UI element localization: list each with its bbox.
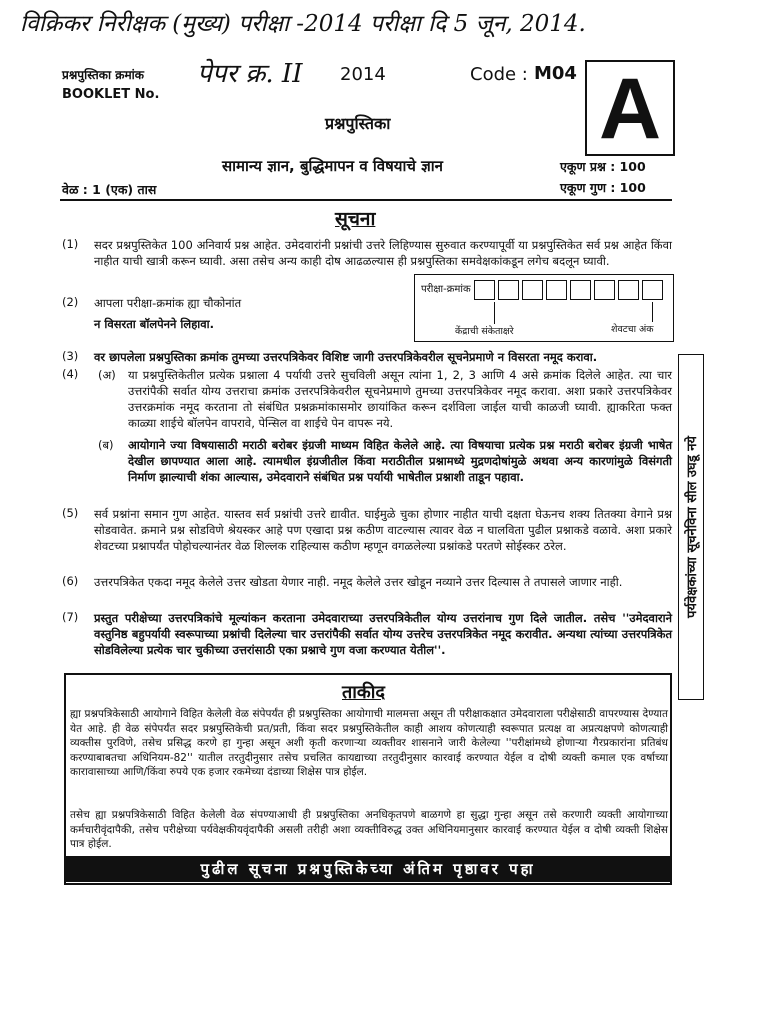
next-instructions-banner: पुढील सूचना प्रश्नपुस्तिकेच्या अंतिम पृष्ठावर पहा — [64, 856, 672, 882]
warning-heading: ताकीद — [342, 682, 385, 703]
exam-duration: वेळ : 1 (एक) तास — [62, 182, 157, 197]
roll-number-cell[interactable] — [522, 280, 543, 300]
roll-number-cell[interactable] — [642, 280, 663, 300]
instruction-number: (5) — [62, 506, 79, 520]
instruction-number: (2) — [62, 295, 79, 309]
series-box — [585, 60, 675, 156]
center-code-label: केंद्राची संकेताक्षरे — [455, 326, 514, 337]
instruction-3: वर छापलेला प्रश्नपुस्तिका क्रमांक तुमच्या उत्तरपत्रिकेवर विशिष्ट जागी उत्तरपत्रिकेवरील सूचनेप्रमाणे न विसरता नमूद करावा. — [94, 350, 598, 364]
instruction-2-line2: न विसरता बॉलपेनने लिहावा. — [94, 317, 215, 331]
roll-number-cell[interactable] — [474, 280, 495, 300]
subject-title: सामान्य ज्ञान, बुद्धिमापन व विषयाचे ज्ञान — [222, 157, 443, 175]
code-label: Code : — [470, 64, 528, 85]
instruction-sub-label: (ब) — [98, 438, 114, 452]
booklet-title: प्रश्नपुस्तिका — [325, 114, 391, 133]
header-divider — [60, 199, 672, 201]
instructions-heading: सूचना — [335, 208, 376, 230]
instruction-number: (4) — [62, 367, 79, 381]
last-digit-label: शेवटचा अंक — [611, 324, 654, 335]
instruction-5: सर्व प्रश्नांना समान गुण आहेत. यास्तव सर्व प्रश्नांची उत्तरे द्यावीत. घाईमुळे चुका होणार नाहीत याची दक्षता घेऊनच शक्य तितक्या वेगाने प्रश्न सोडवावेत. क्रमाने प्रश्न सोडविणे श्रेयस्कर आहे पण एखादा प्रश्न कठीण वाटल्यास त्यावर वेळ न घालविता पुढील प्रश्नाकडे वळावे. अशा प्रकारे शेवटच्या प्रश्नापर्यंत पोहोचल्यानंतर वेळ शिल्लक राहिल्यास कठीण म्हणून वगळलेल्या प्रश्नांकडे परतणे सोईस्कर ठरेल. — [94, 507, 672, 553]
total-marks: एकूण गुण : 100 — [560, 180, 646, 195]
roll-number-cell[interactable] — [498, 280, 519, 300]
code-value: M04 — [534, 63, 577, 84]
roll-number-cell[interactable] — [546, 280, 567, 300]
roll-number-cell[interactable] — [570, 280, 591, 300]
instruction-4a: या प्रश्नपुस्तिकेतील प्रत्येक प्रश्नाला 4 पर्यायी उत्तरे सुचविली असून त्यांना 1, 2, 3 आणि 4 असे क्रमांक दिलेले आहेत. त्या चार उत्तरांपैकी सर्वात योग्य उत्तराचा क्रमांक उत्तरपत्रिकेवरील सूचनेप्रमाणे तुमच्या उत्तरपत्रिकेवर नमूद करावा. अशा प्रकारे उत्तरपत्रिकेवर उत्तरक्रमांक नमूद करताना तो संबंधित प्रश्नक्रमांकासमोर छायांकित करून दर्शविला जाईल याची काळजी घ्यावी. ह्याकरिता फक्त काळ्या शाईचे बॉलपेन वापरावे, पेन्सिल वा शाईचे पेन वापरू नये. — [128, 368, 672, 430]
center-code-pointer — [494, 302, 495, 324]
instruction-4b: आयोगाने ज्या विषयासाठी मराठी बरोबर इंग्रजी माध्यम विहित केलेले आहे. त्या विषयाचा प्रत्येक प्रश्न मराठी बरोबर इंग्रजी भाषेत देखील छापण्यात आला आहे. त्यामधील इंग्रजीतील किंवा मराठीतील प्रश्नामध्ये मुद्रणदोषांमुळे अथवा अन्य कारणांमुळे विसंगती निर्माण झाल्याची शंका आल्यास, उमेदवाराने संबंधित प्रश्न पर्यायी भाषेतील प्रश्नाशी ताडून पहावा. — [128, 438, 672, 484]
warning-paragraph-2: तसेच ह्या प्रश्नपत्रिकेसाठी विहित केलेली वेळ संपण्याआधी ही प्रश्नपुस्तिका अनधिकृतपणे बाळगणे हा सुद्धा गुन्हा असून तसे करणारी व्यक्ती आयोगाच्या कर्मचारीवृंदापैकी, तसेच परीक्षेच्या पर्यवेक्षकीयवृंदापैकी असली तरीही अशा व्यक्तीविरुद्ध उक्त अधिनियमानुसार कारवाई करण्यात येईल व दोषी व्यक्ती शिक्षेस पात्र होईल. — [70, 809, 668, 850]
instruction-number: (3) — [62, 349, 79, 363]
instruction-7: प्रस्तुत परीक्षेच्या उत्तरपत्रिकांचे मूल्यांकन करताना उमेदवाराच्या उत्तरपत्रिकेतील योग्य उत्तरांनाच गुण दिले जातील. तसेच ''उमेदवाराने वस्तुनिष्ठ बहुपर्यायी स्वरूपाच्या प्रश्नांची दिलेल्या चार उत्तरांपैकी सर्वात योग्य उत्तरेच उत्तरपत्रिकेत नमूद करावीत. अन्यथा त्यांच्या उत्तरपत्रिकेत सोडविलेल्या प्रत्येक चार चुकीच्या उत्तरांसाठी एका प्रश्नाचे गुण वजा करण्यात येतील''. — [94, 611, 672, 657]
roll-number-cell[interactable] — [618, 280, 639, 300]
instruction-number: (1) — [62, 237, 79, 251]
instruction-number: (6) — [62, 574, 79, 588]
roll-number-box — [414, 274, 674, 342]
booklet-number-label-marathi: प्रश्नपुस्तिका क्रमांक — [62, 68, 144, 82]
instruction-sub-label: (अ) — [98, 368, 116, 382]
handwritten-paper-number: पेपर क्र. II — [197, 59, 303, 89]
series-letter: A — [598, 61, 662, 157]
instruction-1: सदर प्रश्नपुस्तिकेत 100 अनिवार्य प्रश्न आहेत. उमेदवारांनी प्रश्नांची उत्तरे लिहिण्यास सुरुवात करण्यापूर्वी या प्रश्नपुस्तिकेत सर्व प्रश्न आहेत किंवा नाहीत याची खात्री करून घ्यावी. असा तसेच अन्य काही दोष आढळल्यास ही प्रश्नपुस्तिका समवेक्षकांकडून लगेच बदलून घ्यावी. — [94, 238, 672, 268]
side-seal-note: पर्यवेक्षकांच्या सूचनेविना सील उघडू नये — [685, 436, 700, 618]
last-digit-pointer — [652, 302, 653, 322]
total-questions: एकूण प्रश्न : 100 — [560, 159, 646, 174]
instruction-2-line1: आपला परीक्षा-क्रमांक ह्या चौकोनांत — [94, 296, 242, 310]
instruction-6: उत्तरपत्रिकेत एकदा नमूद केलेले उत्तर खोडता येणार नाही. नमूद केलेले उत्तर खोडून नव्याने उत्तर दिल्यास ते तपासले जाणार नाही. — [94, 575, 623, 589]
roll-number-cell[interactable] — [594, 280, 615, 300]
year: 2014 — [340, 64, 386, 85]
warning-paragraph-1: ह्या प्रश्नपत्रिकेसाठी आयोगाने विहित केलेली वेळ संपेपर्यंत ही प्रश्नपुस्तिका आयोगाची मालमत्ता असून ती परीक्षाकक्षात उमेदवाराला परीक्षेसाठी वापरण्यास देण्यात येत आहे. ही वेळ संपेपर्यंत सदर प्रश्नपुस्तिकेची प्रत/प्रती, किंवा सदर प्रश्नपुस्तिकेतील काही आशय कोणत्याही स्वरूपात प्रत्यक्ष वा अप्रत्यक्षपणे कोणत्याही व्यक्तीस पुरविणे, तसेच प्रसिद्ध करणे हा गुन्हा असून अशी कृती करणाऱ्या व्यक्तीवर शासनाने जारी केलेल्या ''परीक्षांमध्ये होणाऱ्या गैरप्रकारांना प्रतिबंध करण्याबाबतचा अधिनियम-82'' यातील तरतुदीनुसार तसेच प्रचलित कायद्याच्या तरतुदीनुसार कारवाई करण्यात येईल व दोषी व्यक्ती कमाल एक वर्षाच्या कारावासाच्या आणि/किंवा रुपये एक हजार रकमेच्या दंडाच्या शिक्षेस पात्र होईल. — [70, 708, 668, 778]
roll-number-label: परीक्षा-क्रमांक — [421, 284, 471, 295]
instruction-number: (7) — [62, 610, 79, 624]
handwritten-exam-title: विक्रिकर निरीक्षक (मुख्य) परीक्षा -2014 परीक्षा दि 5 जून, 2014. — [20, 11, 586, 37]
booklet-number-label-english: BOOKLET No. — [62, 87, 160, 102]
